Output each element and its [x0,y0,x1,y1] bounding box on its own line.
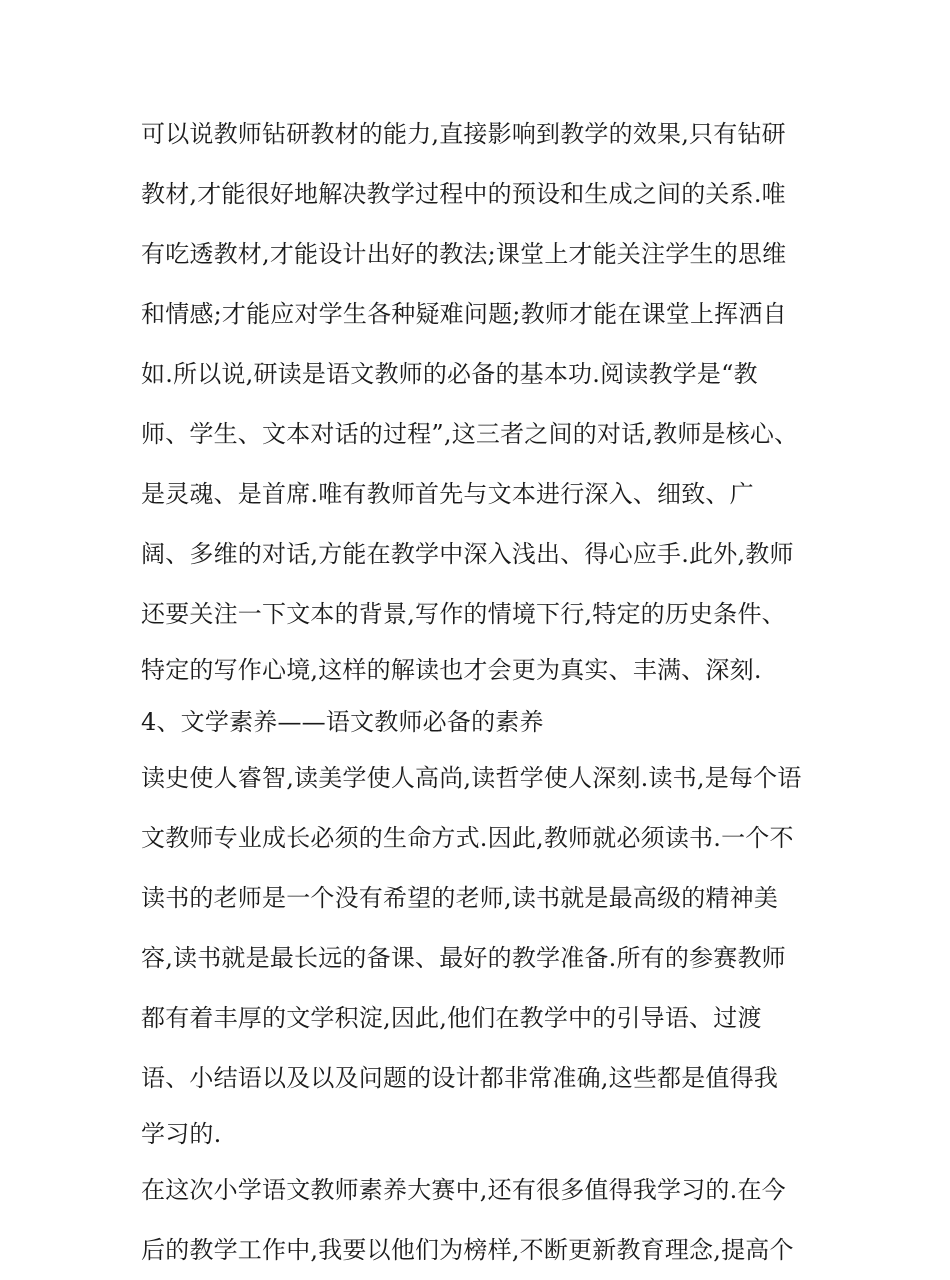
text-line: 如.所以说,研读是语文教师的必备的基本功.阅读教学是“教 [141,360,758,388]
text-line: 在这次小学语文教师素养大赛中,还有很多值得我学习的.在今 [141,1176,786,1204]
text-line: 教材,才能很好地解决教学过程中的预设和生成之间的关系.唯 [141,180,786,208]
text-line: 都有着丰厚的文学积淀,因此,他们在教学中的引导语、过渡 [141,1004,762,1032]
text-line: 特定的写作心境,这样的解读也才会更为真实、丰满、深刻. [141,656,762,684]
text-line: 师、学生、文本对话的过程”,这三者之间的对话,教师是核心、 [141,420,799,448]
text-line: 还要关注一下文本的背景,写作的情境下行,特定的历史条件、 [141,600,786,628]
text-line: 容,读书就是最长远的备课、最好的教学准备.所有的参赛教师 [141,944,786,972]
text-line: 可以说教师钻研教材的能力,直接影响到教学的效果,只有钻研 [141,120,786,148]
document-body [141,104,821,1280]
text-line: 读史使人睿智,读美学使人高尚,读哲学使人深刻.读书,是每个语 [141,764,802,792]
text-line: 有吃透教材,才能设计出好的教法;课堂上才能关注学生的思维 [141,240,787,268]
section-heading: 4、文学素养——语文教师必备的素养 [141,708,544,736]
text-line: 和情感;才能应对学生各种疑难问题;教师才能在课堂上挥洒自 [141,300,787,328]
text-line: 是灵魂、是首席.唯有教师首先与文本进行深入、细致、广 [141,480,754,508]
text-line: 读书的老师是一个没有希望的老师,读书就是最高级的精神美 [141,884,779,912]
text-line: 文教师专业成长必须的生命方式.因此,教师就必须读书.一个不 [141,824,794,852]
text-line: 后的教学工作中,我要以他们为榜样,不断更新教育理念,提高个 [141,1236,794,1264]
text-line: 学习的. [141,1120,222,1148]
text-line: 语、小结语以及以及问题的设计都非常准确,这些都是值得我 [141,1064,779,1092]
text-line: 阔、多维的对话,方能在教学中深入浅出、得心应手.此外,教师 [141,540,794,568]
